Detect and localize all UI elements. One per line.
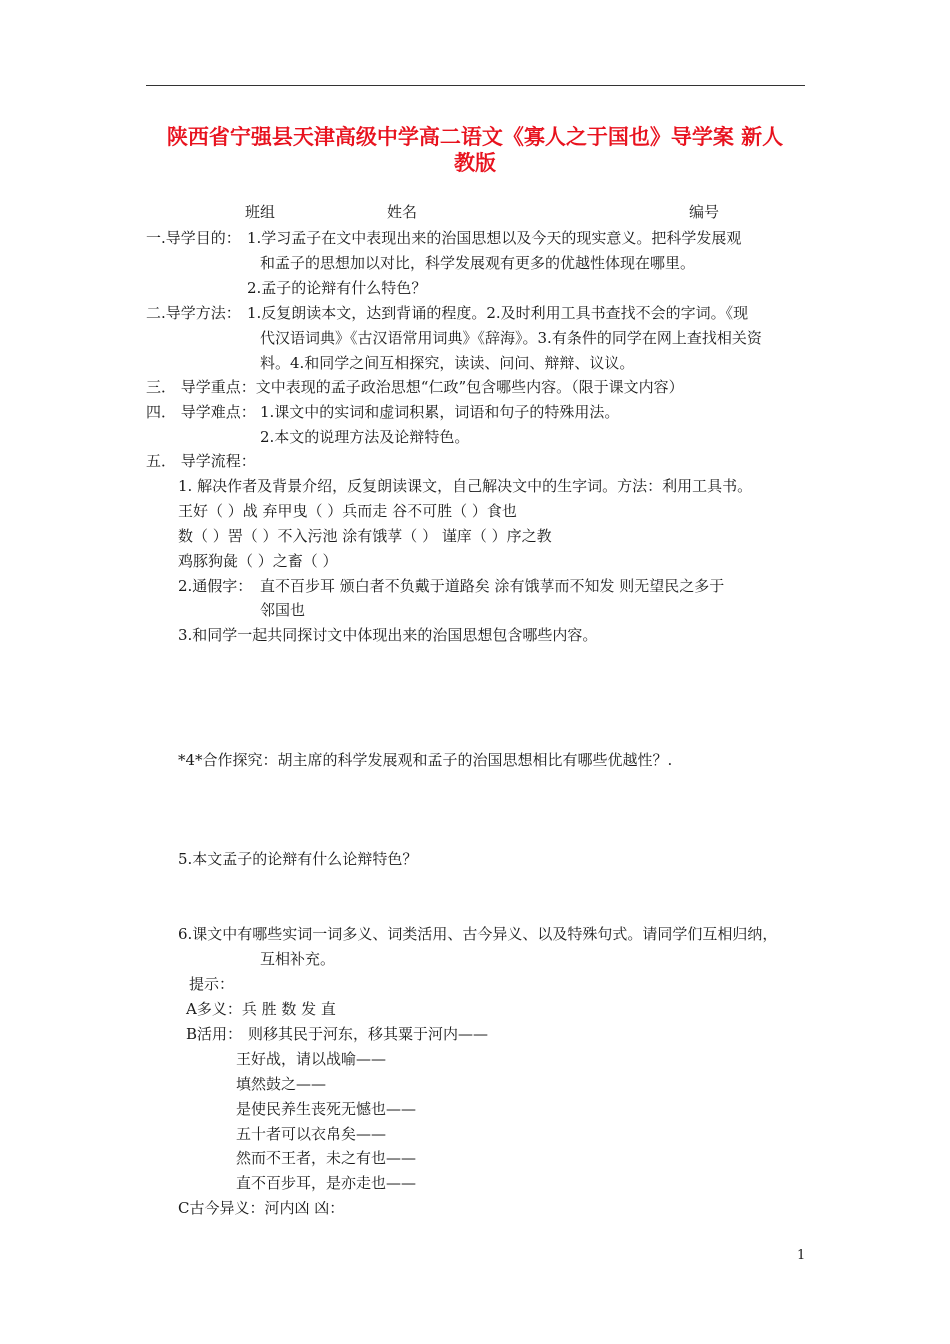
section4-label: 四． 导学难点：	[146, 403, 256, 421]
hint-conversion-item: 是使民养生丧死无憾也——	[236, 1100, 417, 1118]
section3-text: 三． 导学重点：文中表现的孟子政治思想“仁政”包含哪些内容。（限于课文内容）	[146, 378, 684, 396]
section1-line2: 和孟子的思想加以对比，科学发展观有更多的优越性体现在哪里。	[260, 254, 696, 272]
flow-item3: 3.和同学一起共同探讨文中体现出来的治国思想包含哪些内容。	[178, 626, 598, 644]
number-label: 编号	[689, 203, 720, 221]
flow-item1: 1. 解决作者及背景介绍，反复朗读课文，自己解决文中的生字词。方法：利用工具书。	[178, 477, 753, 495]
section1-label: 一.导学目的：	[146, 229, 241, 247]
flow-item2-line2: 邻国也	[260, 601, 306, 619]
name-label: 姓名	[387, 203, 418, 221]
hint-conversion-item: 直不百步耳，是亦走也——	[236, 1174, 417, 1192]
flow-item2-label: 2.通假字：	[178, 577, 253, 595]
hint-conversion-item: 王好战，请以战喻——	[236, 1050, 387, 1068]
section2-line3: 料。4.和同学之间互相探究，读读、问问、辩辩、议议。	[260, 354, 635, 372]
hint-conversion-item: 则移其民于河东，移其粟于河内——	[248, 1025, 489, 1043]
vocab-row2: 数（ ）罟（ ）不入污池 涂有饿莩（ ） 谨庠（ ）序之教	[178, 527, 552, 545]
flow-item5: 5.本文孟子的论辩有什么论辩特色？	[178, 850, 418, 868]
hint-label: 提示：	[189, 975, 235, 993]
section4-line1: 1.课文中的实词和虚词积累，词语和句子的特殊用法。	[260, 403, 620, 421]
hint-conversion-label: B活用：	[186, 1025, 243, 1043]
document-title-line1: 陕西省宁强县天津高级中学高二语文《寡人之于国也》导学案 新人	[166, 124, 784, 149]
vocab-row1: 王好（ ）战 弃甲曳（ ）兵而走 谷不可胜（ ）食也	[178, 502, 517, 520]
hint-conversion-item: 填然鼓之——	[236, 1075, 327, 1093]
class-label: 班组	[245, 203, 276, 221]
vocab-row3: 鸡豚狗彘（ ）之畜（ ）	[178, 552, 338, 570]
hint-polysemy: A多义：兵 胜 数 发 直	[186, 1000, 336, 1018]
hint-conversion-item: 然而不王者，未之有也——	[236, 1149, 417, 1167]
section4-line2: 2.本文的说理方法及论辩特色。	[260, 428, 470, 446]
hint-ancient-modern: C古今异义：河内凶 凶：	[178, 1199, 345, 1217]
section5-label: 五． 导学流程：	[146, 452, 256, 470]
section1-line1: 1.学习孟子在文中表现出来的治国思想以及今天的现实意义。把科学发展观	[247, 229, 742, 247]
section2-line2: 代汉语词典》《古汉语常用词典》《辞海》。3.有条件的同学在网上查找相关资	[260, 329, 762, 347]
document-title-line2: 教版	[454, 150, 496, 175]
flow-item6-line1: 6.课文中有哪些实词一词多义、词类活用、古今异义、以及特殊句式。请同学们互相归纳，	[178, 925, 778, 943]
page-number: 1	[797, 1248, 806, 1263]
section1-line3: 2.孟子的论辩有什么特色？	[247, 279, 427, 297]
hint-conversion-item: 五十者可以衣帛矣——	[236, 1125, 387, 1143]
section2-label: 二.导学方法：	[146, 304, 241, 322]
section2-line1: 1.反复朗读本文，达到背诵的程度。2.及时利用工具书查找不会的字词。《现	[247, 304, 749, 322]
flow-item2-line1: 直不百步耳 颁白者不负戴于道路矣 涂有饿莩而不知发 则无望民之多于	[260, 577, 725, 595]
header-rule	[146, 85, 805, 86]
flow-item6-line2: 互相补充。	[260, 950, 336, 968]
flow-item4: *4*合作探究：胡主席的科学发展观和孟子的治国思想相比有哪些优越性？.	[178, 751, 673, 769]
